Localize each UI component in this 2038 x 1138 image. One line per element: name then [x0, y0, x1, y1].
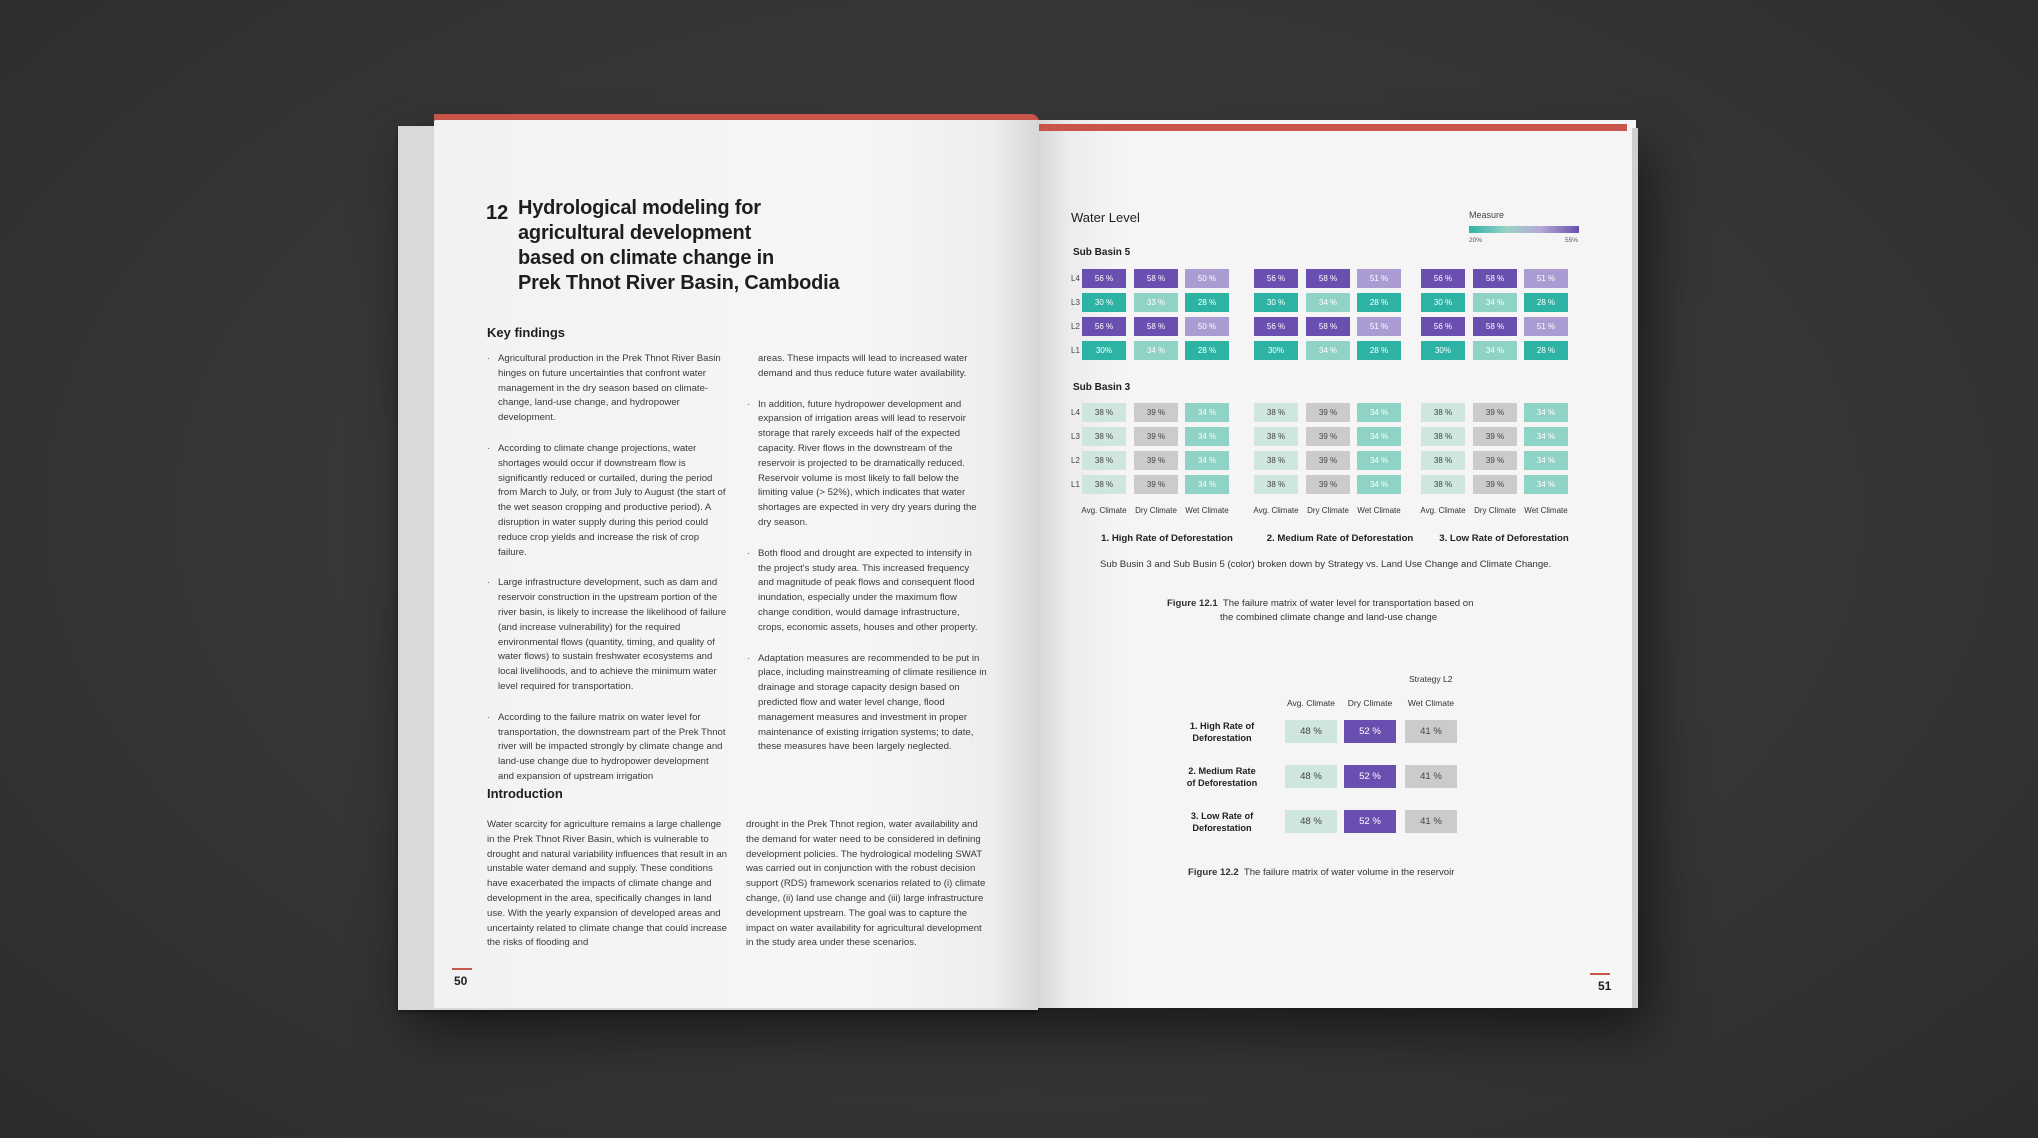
matrix-cell: 56 %	[1421, 317, 1465, 336]
matrix-cell: 39 %	[1473, 427, 1517, 446]
page-stack-edge	[1632, 128, 1638, 1008]
measure-legend-gradient	[1469, 226, 1579, 233]
page-number: 51	[1598, 979, 1612, 993]
matrix-cell: 28 %	[1185, 293, 1229, 312]
key-finding: · Large infrastructure development, such as dam and reservoir construction in the upstream portion of the river basin, is likely to increase the likelihood of failure (and increase vulnerability) for the required environmental flows (quantity, timing, and quality of water flows) to sustain freshwater ecosystems and local livelihoods, and to achieve the minimum water level required for transportation.	[487, 576, 727, 694]
strategy-l2-title: Strategy L2	[1409, 674, 1453, 684]
climate-column-label: Dry Climate	[1307, 506, 1349, 515]
matrix-cell: 34 %	[1473, 341, 1517, 360]
sub-basin-3-label: Sub Basin 3	[1073, 382, 1131, 393]
measure-legend-min: 20%	[1469, 237, 1483, 244]
climate-column-label: Wet Climate	[1407, 698, 1455, 708]
matrix-cell: 39 %	[1306, 427, 1350, 446]
matrix-cell: 50 %	[1185, 317, 1229, 336]
matrix-cell: 39 %	[1134, 475, 1178, 494]
matrix-cell: 34 %	[1357, 427, 1401, 446]
key-finding: · According to the failure matrix on water level for transportation, the downstream part of the Prek Thnot river will be impacted strongly by climate change and land-use change due to hydropower development and expansion of upstream irrigation	[487, 711, 727, 785]
row-label-line: 3. Low Rate of	[1190, 811, 1254, 821]
matrix-cell: 39 %	[1134, 451, 1178, 470]
row-label: L1	[1071, 346, 1080, 355]
introduction-heading: Introduction	[487, 786, 563, 801]
matrix-cell: 28 %	[1357, 293, 1401, 312]
climate-column-label: Avg. Climate	[1253, 506, 1299, 515]
matrix-cell: 48 %	[1285, 810, 1337, 833]
matrix-cell: 38 %	[1254, 475, 1298, 494]
matrix-cell: 58 %	[1134, 317, 1178, 336]
water-level-title: Water Level	[1071, 210, 1140, 225]
matrix-cell: 39 %	[1134, 427, 1178, 446]
matrix-cell: 28 %	[1524, 293, 1568, 312]
matrix-cell: 28 %	[1357, 341, 1401, 360]
title-line: Prek Thnot River Basin, Cambodia	[518, 272, 840, 294]
matrix-cell: 52 %	[1344, 765, 1396, 788]
key-finding: · In addition, future hydropower development and expansion of irrigation areas will lead to reservoir storage that rarely exceeds half of the expected capacity. River flows in the downstream of the reservoir is projected to be dramatically reduced. Reservoir volume is most likely to fall below the limiting value (> 52%), which indicates that water shortages are expected in very dry years during the dry season.	[747, 398, 987, 531]
row-label-line: Deforestation	[1192, 732, 1252, 743]
key-finding: · Both flood and drought are expected to intensify in the project's study area. This increased frequency and magnitude of peak flows and consequent flood inundation, especially under the maximum flow change condition, would damage infrastructure, crops, economic assets, houses and other property.	[747, 547, 987, 636]
matrix-cell: 56 %	[1254, 269, 1298, 288]
key-finding-continuation: areas. These impacts will lead to increased water demand and thus reduce future water availability.	[758, 353, 968, 379]
matrix-cell: 34 %	[1473, 293, 1517, 312]
deforestation-row-label	[1182, 811, 1262, 834]
key-findings-column-1	[487, 352, 727, 785]
matrix-cell: 38 %	[1082, 451, 1126, 470]
matrix-cell: 38 %	[1254, 427, 1298, 446]
matrix-cell: 33 %	[1134, 293, 1178, 312]
matrix-cell: 51 %	[1357, 317, 1401, 336]
right-cover-accent	[1039, 124, 1627, 131]
right-page	[1039, 120, 1636, 1008]
caption-text: The failure matrix of water volume in the reservoir	[1243, 867, 1455, 878]
matrix-cell: 52 %	[1344, 810, 1396, 833]
matrix-cell: 58 %	[1306, 269, 1350, 288]
matrix-cell: 56 %	[1082, 317, 1126, 336]
matrix-cell: 39 %	[1473, 451, 1517, 470]
measure-legend-title: Measure	[1469, 210, 1505, 220]
introduction-column-1: Water scarcity for agriculture remains a large challenge in the Prek Thnot River Basin, which is vulnerable to drought and natural variability influences that result in an unstable water demand and supply. These conditions have exacerbated the impacts of climate change and development in the area, specifically changes in land use. With the yearly expansion of developed areas and uncertainty related to climate change that could increase the risks of flooding and	[487, 819, 727, 949]
matrix-cell: 30%	[1421, 341, 1465, 360]
matrix-cell: 58 %	[1473, 269, 1517, 288]
climate-column-label: Avg. Climate	[1420, 506, 1466, 515]
group-label-high: 1. High Rate of Deforestation	[1101, 533, 1233, 544]
chapter-number: 12	[486, 202, 509, 224]
matrix-cell: 34 %	[1185, 451, 1229, 470]
title-line: agricultural development	[518, 222, 752, 244]
matrix-cell: 38 %	[1421, 403, 1465, 422]
matrix-cell: 51 %	[1524, 269, 1568, 288]
matrix-cell: 38 %	[1082, 403, 1126, 422]
group-label-low: 3. Low Rate of Deforestation	[1439, 533, 1569, 544]
figure-12-2-caption	[1188, 866, 1454, 880]
matrix-cell: 41 %	[1405, 765, 1457, 788]
matrix-cell: 34 %	[1306, 293, 1350, 312]
matrix-cell: 38 %	[1254, 403, 1298, 422]
row-label-line: 2. Medium Rate	[1188, 766, 1256, 776]
title-line: Hydrological modeling for	[518, 197, 761, 219]
matrix-cell: 34 %	[1357, 451, 1401, 470]
matrix-cell: 34 %	[1306, 341, 1350, 360]
climate-column-label: Dry Climate	[1135, 506, 1177, 515]
matrix-cell: 30%	[1254, 341, 1298, 360]
climate-column-label: Wet Climate	[1524, 506, 1568, 515]
key-findings-column-2	[747, 352, 987, 755]
row-label-line: Deforestation	[1192, 822, 1252, 833]
matrix-cell: 34 %	[1357, 403, 1401, 422]
row-label-line: 1. High Rate of	[1189, 721, 1255, 731]
sub-basin-5-label: Sub Basin 5	[1073, 247, 1131, 258]
matrix-cell: 39 %	[1306, 475, 1350, 494]
matrix-cell: 28 %	[1524, 341, 1568, 360]
key-finding: · Agricultural production in the Prek Thnot River Basin hinges on future uncertainties that confront water management in the dry season based on climate-change, land-use change, and hydropower development.	[487, 352, 727, 426]
matrix-cell: 30%	[1082, 341, 1126, 360]
page-number-accent	[1590, 973, 1610, 975]
deforestation-row-label	[1182, 721, 1262, 744]
matrix-cell: 28 %	[1185, 341, 1229, 360]
climate-column-label: Avg. Climate	[1081, 506, 1127, 515]
matrix-note: Sub Busin 3 and Sub Busin 5 (color) broken down by Strategy vs. Land Use Change and Climate Change.	[1100, 559, 1552, 570]
row-label: L4	[1071, 274, 1080, 283]
matrix-cell: 34 %	[1524, 475, 1568, 494]
page-number: 50	[454, 974, 468, 988]
row-label-line: of Deforestation	[1186, 777, 1258, 788]
measure-legend-max: 55%	[1565, 237, 1579, 244]
introduction-column-2: drought in the Prek Thnot region, water availability and the demand for water need to be considered in defining development policies. The hydrological modeling SWAT was carried out in conjunction with the robust decision support (RDS) framework scenarios related to (i) climate change, (ii) land use change and (iii) large infrastructure development upstream. The goal was to capture the impact on water availability for agricultural development in the study area under these scenarios.	[746, 819, 986, 949]
matrix-cell: 51 %	[1357, 269, 1401, 288]
climate-column-label: Wet Climate	[1185, 506, 1229, 515]
key-findings-heading: Key findings	[487, 325, 566, 340]
matrix-cell: 38 %	[1421, 475, 1465, 494]
matrix-cell: 34 %	[1524, 451, 1568, 470]
matrix-cell: 39 %	[1306, 403, 1350, 422]
group-label-medium: 2. Medium Rate of Deforestation	[1266, 533, 1414, 544]
matrix-cell: 38 %	[1421, 427, 1465, 446]
matrix-cell: 30 %	[1421, 293, 1465, 312]
matrix-cell: 34 %	[1185, 403, 1229, 422]
matrix-cell: 51 %	[1524, 317, 1568, 336]
climate-column-label: Dry Climate	[1347, 698, 1393, 708]
matrix-cell: 38 %	[1082, 427, 1126, 446]
matrix-cell: 34 %	[1185, 427, 1229, 446]
matrix-cell: 48 %	[1285, 765, 1337, 788]
matrix-cell: 34 %	[1134, 341, 1178, 360]
matrix-cell: 34 %	[1357, 475, 1401, 494]
matrix-cell: 39 %	[1134, 403, 1178, 422]
matrix-cell: 34 %	[1524, 427, 1568, 446]
matrix-cell: 56 %	[1421, 269, 1465, 288]
matrix-cell: 52 %	[1344, 720, 1396, 743]
matrix-cell: 41 %	[1405, 720, 1457, 743]
row-label: L3	[1071, 298, 1080, 307]
matrix-cell: 34 %	[1185, 475, 1229, 494]
matrix-cell: 58 %	[1473, 317, 1517, 336]
climate-column-label: Avg. Climate	[1286, 698, 1336, 708]
matrix-cell: 30 %	[1082, 293, 1126, 312]
matrix-cell: 58 %	[1306, 317, 1350, 336]
matrix-cell: 38 %	[1082, 475, 1126, 494]
matrix-cell: 48 %	[1285, 720, 1337, 743]
row-label: L1	[1071, 480, 1080, 489]
row-label: L2	[1071, 322, 1080, 331]
caption-text: The failure matrix of water level for transportation based on	[1222, 598, 1474, 609]
matrix-cell: 38 %	[1254, 451, 1298, 470]
caption-text: the combined climate change and land-use change	[1220, 612, 1438, 623]
matrix-cell: 39 %	[1473, 475, 1517, 494]
figure-12-1-caption	[1167, 597, 1527, 625]
matrix-cell: 56 %	[1082, 269, 1126, 288]
matrix-cell: 58 %	[1134, 269, 1178, 288]
matrix-cell: 34 %	[1524, 403, 1568, 422]
key-finding: · Adaptation measures are recommended to be put in place, including mainstreaming of climate resilience in drainage and storage capacity design based on predicted flow and water level change, flood management measures and investment in proper maintenance of existing irrigation systems; to date, these measures have been largely neglected.	[747, 652, 987, 756]
climate-column-label: Wet Climate	[1357, 506, 1401, 515]
matrix-cell: 38 %	[1421, 451, 1465, 470]
row-label: L4	[1071, 408, 1080, 417]
matrix-cell: 41 %	[1405, 810, 1457, 833]
row-label: L3	[1071, 432, 1080, 441]
title-line: based on climate change in	[518, 247, 774, 269]
figure-label: Figure 12.1	[1167, 598, 1218, 609]
matrix-cell: 39 %	[1473, 403, 1517, 422]
matrix-cell: 50 %	[1185, 269, 1229, 288]
key-finding: · According to climate change projections, water shortages would occur if downstream flow is significantly reduced or curtailed, during the period from March to July, or from July to August (the start of the wet season cropping and productive period). A disruption in water supply during this period could reduce crop yields and increase the risk of crop failure.	[487, 442, 727, 560]
figure-label: Figure 12.2	[1188, 867, 1239, 878]
climate-column-label: Dry Climate	[1474, 506, 1516, 515]
left-page	[434, 120, 1039, 1008]
matrix-cell: 30 %	[1254, 293, 1298, 312]
matrix-cell: 56 %	[1254, 317, 1298, 336]
matrix-cell: 39 %	[1306, 451, 1350, 470]
row-label: L2	[1071, 456, 1080, 465]
page-number-accent	[452, 968, 472, 970]
chapter-title	[518, 196, 848, 296]
deforestation-row-label	[1182, 766, 1262, 789]
